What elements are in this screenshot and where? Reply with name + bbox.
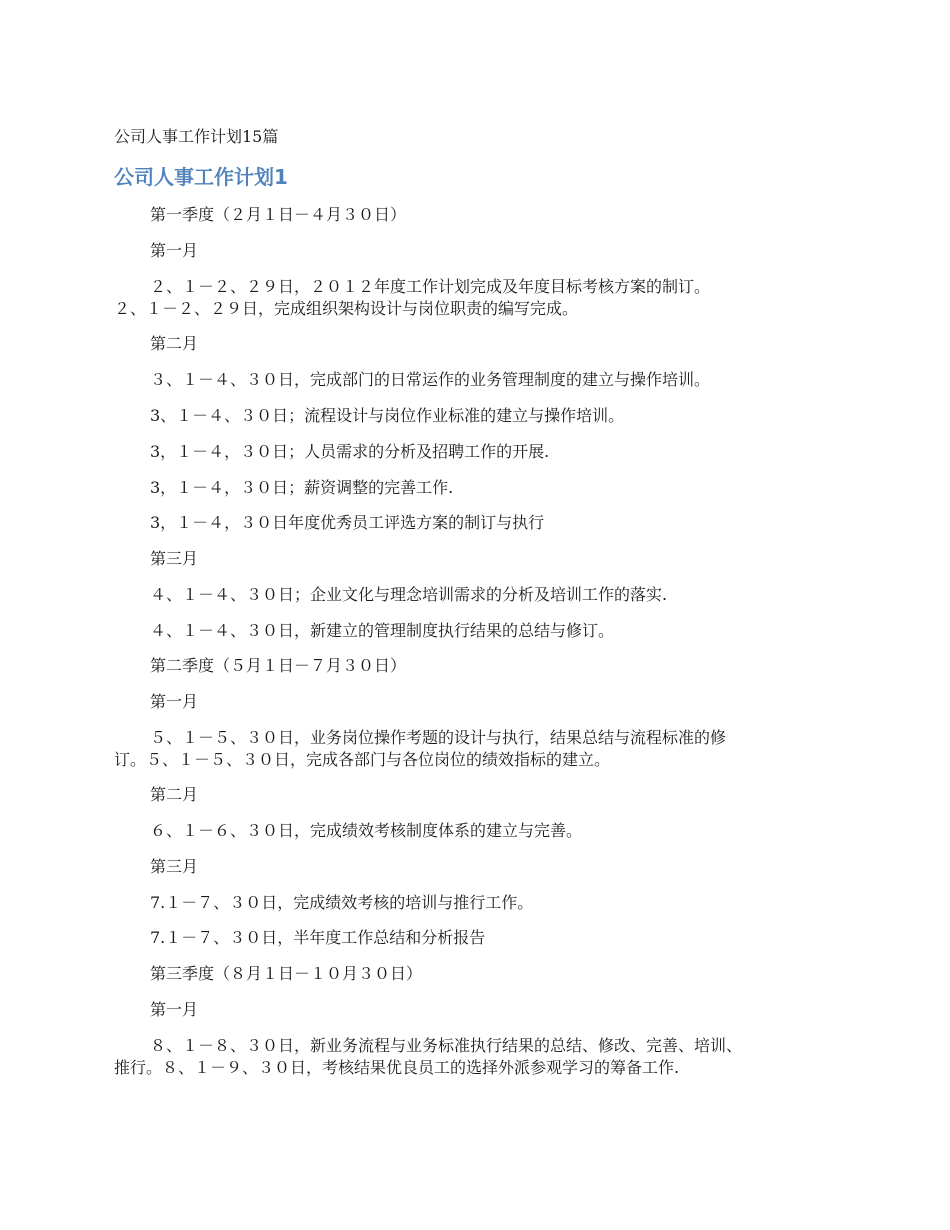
paragraph: 7.１－７、３０日，完成绩效考核的培训与推行工作。: [150, 893, 534, 912]
paragraph-month: 第一月: [150, 241, 199, 260]
paragraph-q2: 第二季度（５月１日－７月３０日）: [150, 656, 407, 675]
paragraph: ２、１－２、２９日，２０１２年度工作计划完成及年度目标考核方案的制订。: [150, 277, 711, 296]
paragraph: ４、１－４、３０日，新建立的管理制度执行结果的总结与修订。: [150, 621, 615, 640]
paragraph-month: 第二月: [150, 785, 199, 804]
paragraph: ２、１－２、２９日，完成组织架构设计与岗位职责的编写完成。: [114, 299, 579, 318]
paragraph: 3，１－４，３０日年度优秀员工评选方案的制订与执行: [150, 513, 545, 532]
paragraph: 推行。８、１－９、３０日，考核结果优良员工的选择外派参观学习的筹备工作.: [114, 1058, 680, 1077]
paragraph: 订。５、１－５、３０日，完成各部门与各位岗位的绩效指标的建立。: [114, 750, 611, 769]
paragraph-q3: 第三季度（８月１日－１０月３０日）: [150, 964, 423, 983]
paragraph-month: 第一月: [150, 692, 199, 711]
paragraph: 7.１－７、３０日，半年度工作总结和分析报告: [150, 928, 486, 947]
paragraph-month: 第一月: [150, 1000, 199, 1019]
paragraph: ５、１－５、３０日，业务岗位操作考题的设计与执行，结果总结与流程标准的修: [150, 728, 727, 747]
paragraph: 3、１－４、３０日；流程设计与岗位作业标准的建立与操作培训。: [150, 406, 625, 425]
paragraph: 3，１－４，３０日；人员需求的分析及招聘工作的开展.: [150, 442, 550, 461]
paragraph: ３、１－４、３０日，完成部门的日常运作的业务管理制度的建立与操作培训。: [150, 370, 711, 389]
paragraph-month: 第三月: [150, 857, 199, 876]
paragraph-month: 第二月: [150, 334, 199, 353]
paragraph: ６、１－６、３０日，完成绩效考核制度体系的建立与完善。: [150, 821, 583, 840]
paragraph: 3，１－４，３０日；薪资调整的完善工作.: [150, 478, 454, 497]
paragraph: ８、１－８、３０日，新业务流程与业务标准执行结果的总结、修改、完善、培训、: [150, 1036, 743, 1055]
paragraph: ４、１－４、３０日；企业文化与理念培训需求的分析及培训工作的落实.: [150, 585, 668, 604]
paragraph-q1: 第一季度（２月１日－４月３０日）: [150, 205, 407, 224]
paragraph-month: 第三月: [150, 549, 199, 568]
section-heading: 公司人事工作计划1: [114, 165, 288, 189]
document-title: 公司人事工作计划15篇: [114, 127, 279, 146]
